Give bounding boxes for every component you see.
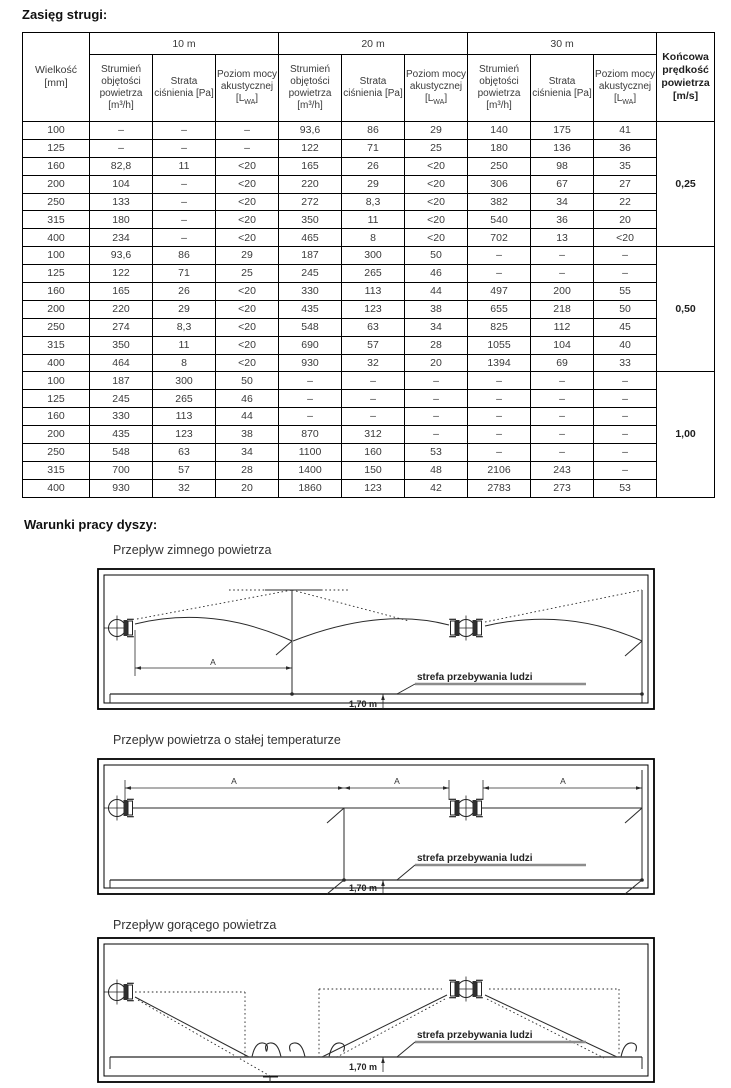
cell-value: 20 xyxy=(594,211,657,229)
cell-value: 123 xyxy=(342,479,405,497)
cell-value: 35 xyxy=(594,157,657,175)
cell-value: 140 xyxy=(468,122,531,140)
cell-size: 250 xyxy=(23,444,90,462)
cell-value: 312 xyxy=(342,426,405,444)
cell-value: 28 xyxy=(216,461,279,479)
dimension-a-label: A xyxy=(394,776,400,786)
cell-value: – xyxy=(594,444,657,462)
nozzle-icon xyxy=(105,616,134,641)
flow-header-30m: Strumień objętości powietrza [m³/h] xyxy=(468,55,531,122)
cell-value: 1055 xyxy=(468,336,531,354)
cell-value: 33 xyxy=(594,354,657,372)
diagram-drawing xyxy=(110,770,644,894)
table-row xyxy=(23,122,715,140)
air-jet-line xyxy=(135,997,249,1057)
cell-value: 122 xyxy=(90,265,153,283)
cell-value: – xyxy=(594,372,657,390)
cell-size: 125 xyxy=(23,390,90,408)
table-row xyxy=(23,283,715,301)
cell-value: – xyxy=(216,122,279,140)
cell-value: – xyxy=(468,390,531,408)
table-row xyxy=(23,229,715,247)
cell-value: 382 xyxy=(468,193,531,211)
nozzle-icon xyxy=(449,796,483,821)
cell-value: 36 xyxy=(531,211,594,229)
cell-value: 50 xyxy=(405,247,468,265)
cell-value: 20 xyxy=(216,479,279,497)
cell-value: 540 xyxy=(468,211,531,229)
cell-value: <20 xyxy=(405,229,468,247)
cell-value: – xyxy=(468,444,531,462)
air-curl-arrow xyxy=(621,1043,636,1057)
occupancy-zone-label: strefa przebywania ludzi xyxy=(417,672,533,683)
cell-value: – xyxy=(153,139,216,157)
cell-value: 160 xyxy=(342,444,405,462)
cell-value: – xyxy=(594,408,657,426)
table-row xyxy=(23,139,715,157)
cold-air-flow-diagram xyxy=(97,568,655,710)
cell-value: 20 xyxy=(405,354,468,372)
cell-value: 55 xyxy=(594,283,657,301)
cell-value: 112 xyxy=(531,318,594,336)
cell-value: 180 xyxy=(90,211,153,229)
cell-value: 11 xyxy=(153,336,216,354)
cell-value: – xyxy=(342,408,405,426)
cell-size: 200 xyxy=(23,300,90,318)
cell-value: 245 xyxy=(279,265,342,283)
table-row xyxy=(23,390,715,408)
cell-final-velocity: 0,25 xyxy=(657,122,715,247)
cell-value: 272 xyxy=(279,193,342,211)
table-row xyxy=(23,479,715,497)
cell-value: <20 xyxy=(216,283,279,301)
cell-size: 160 xyxy=(23,408,90,426)
cell-value: 497 xyxy=(468,283,531,301)
pressure-header-10m: Strata ciśnienia [Pa] xyxy=(153,55,216,122)
cell-value: 180 xyxy=(468,139,531,157)
cell-value: 67 xyxy=(531,175,594,193)
cell-value: 136 xyxy=(531,139,594,157)
cell-value: – xyxy=(468,408,531,426)
cell-value: 36 xyxy=(594,139,657,157)
cell-value: 274 xyxy=(90,318,153,336)
occupancy-zone-label: strefa przebywania ludzi xyxy=(417,853,533,864)
cell-value: <20 xyxy=(216,175,279,193)
hot-air-flow-diagram xyxy=(97,937,655,1083)
cell-value: <20 xyxy=(405,211,468,229)
air-curl-arrow xyxy=(290,1043,305,1057)
diagram-outer-frame xyxy=(98,938,654,1082)
table-row xyxy=(23,300,715,318)
cell-value: – xyxy=(405,408,468,426)
cell-value: – xyxy=(153,122,216,140)
jet-range-table xyxy=(22,32,715,498)
jet-range-title: Zasięg strugi: xyxy=(22,7,108,22)
cell-value: 93,6 xyxy=(279,122,342,140)
cell-size: 200 xyxy=(23,426,90,444)
cell-value: 86 xyxy=(342,122,405,140)
diagram-2-title: Przepływ powietrza o stałej temperaturze xyxy=(113,733,341,747)
cell-value: – xyxy=(90,122,153,140)
cell-value: 32 xyxy=(342,354,405,372)
cell-value: 1100 xyxy=(279,444,342,462)
cell-value: – xyxy=(531,390,594,408)
cell-value: 34 xyxy=(531,193,594,211)
cell-value: – xyxy=(531,444,594,462)
cell-value: 34 xyxy=(405,318,468,336)
cell-value: 46 xyxy=(216,390,279,408)
cell-value: 27 xyxy=(594,175,657,193)
cell-value: – xyxy=(405,426,468,444)
height-dimension-label: 1,70 m xyxy=(348,699,377,709)
cell-value: 548 xyxy=(90,444,153,462)
cell-value: 71 xyxy=(342,139,405,157)
cell-value: 8 xyxy=(342,229,405,247)
cell-value: 123 xyxy=(153,426,216,444)
cell-value: 113 xyxy=(153,408,216,426)
cell-value: 44 xyxy=(216,408,279,426)
cell-value: 38 xyxy=(405,300,468,318)
cell-value: 86 xyxy=(153,247,216,265)
cell-value: 218 xyxy=(531,300,594,318)
cell-size: 250 xyxy=(23,193,90,211)
acoustic-header-10m: Poziom mocy akustycznej $[L_{WA}]$ xyxy=(216,55,279,122)
occupancy-zone-label: strefa przebywania ludzi xyxy=(417,1030,533,1041)
table-row xyxy=(23,211,715,229)
cell-value: – xyxy=(531,265,594,283)
cell-size: 400 xyxy=(23,354,90,372)
pressure-header-20m: Strata ciśnienia [Pa] xyxy=(342,55,405,122)
cell-value: 98 xyxy=(531,157,594,175)
cell-value: 465 xyxy=(279,229,342,247)
cell-value: – xyxy=(594,426,657,444)
cell-value: 2783 xyxy=(468,479,531,497)
cell-value: 306 xyxy=(468,175,531,193)
dimension-a-label: A xyxy=(231,776,237,786)
cell-value: 187 xyxy=(90,372,153,390)
cell-value: 32 xyxy=(153,479,216,497)
cell-value: – xyxy=(594,265,657,283)
table-row xyxy=(23,354,715,372)
cell-size: 160 xyxy=(23,283,90,301)
cell-value: 46 xyxy=(405,265,468,283)
cell-value: <20 xyxy=(216,229,279,247)
diagram-3-title: Przepływ gorącego powietrza xyxy=(113,918,277,932)
nozzle-icon xyxy=(449,977,483,1002)
cell-value: – xyxy=(468,426,531,444)
occupancy-zone-callout xyxy=(397,853,586,880)
cell-value: 69 xyxy=(531,354,594,372)
diagram-drawing xyxy=(110,590,644,709)
cell-value: <20 xyxy=(405,193,468,211)
cell-value: <20 xyxy=(405,157,468,175)
cell-value: <20 xyxy=(216,354,279,372)
cell-value: 122 xyxy=(279,139,342,157)
cell-value: 243 xyxy=(531,461,594,479)
cell-value: 25 xyxy=(216,265,279,283)
dimension-a-label: A xyxy=(560,776,566,786)
cell-value: – xyxy=(594,461,657,479)
air-jet-line xyxy=(322,995,447,1057)
acoustic-header-20m: Poziom mocy akustycznej $[L_{WA}]$ xyxy=(405,55,468,122)
air-curl-arrow xyxy=(266,1043,281,1057)
occupancy-zone-callout xyxy=(397,1030,586,1057)
cell-size: 250 xyxy=(23,318,90,336)
final-velocity-header: Końcowa prędkość powietrza [m/s] xyxy=(657,33,715,122)
flow-header-10m: Strumień objętości powietrza [m³/h] xyxy=(90,55,153,122)
cell-value: – xyxy=(153,229,216,247)
cell-value: 123 xyxy=(342,300,405,318)
cell-value: 26 xyxy=(342,157,405,175)
cell-value: 53 xyxy=(405,444,468,462)
cell-value: 29 xyxy=(216,247,279,265)
cell-value: – xyxy=(279,372,342,390)
cell-value: 104 xyxy=(531,336,594,354)
group-header-10m: 10 m xyxy=(90,33,279,55)
cell-value: <20 xyxy=(216,211,279,229)
cell-value: <20 xyxy=(216,193,279,211)
cell-value: – xyxy=(216,139,279,157)
cell-value: 548 xyxy=(279,318,342,336)
cell-value: 8 xyxy=(153,354,216,372)
cell-value: 29 xyxy=(405,122,468,140)
cell-size: 125 xyxy=(23,139,90,157)
size-column-header: Wielkość [mm] xyxy=(23,33,90,122)
cell-value: 45 xyxy=(594,318,657,336)
nozzle-icon xyxy=(105,796,134,821)
pressure-header-30m: Strata ciśnienia [Pa] xyxy=(531,55,594,122)
cell-value: – xyxy=(342,372,405,390)
cell-value: 870 xyxy=(279,426,342,444)
cell-value: 187 xyxy=(279,247,342,265)
cell-value: 93,6 xyxy=(90,247,153,265)
cell-value: 702 xyxy=(468,229,531,247)
table-row xyxy=(23,444,715,462)
group-header-30m: 30 m xyxy=(468,33,657,55)
cell-value: – xyxy=(153,175,216,193)
cell-value: 175 xyxy=(531,122,594,140)
cell-value: 82,8 xyxy=(90,157,153,175)
cell-value: – xyxy=(342,390,405,408)
group-header-20m: 20 m xyxy=(279,33,468,55)
cell-size: 100 xyxy=(23,247,90,265)
cell-value: – xyxy=(405,390,468,408)
cell-value: 26 xyxy=(153,283,216,301)
constant-temperature-flow-diagram xyxy=(97,758,655,895)
cell-value: 2106 xyxy=(468,461,531,479)
air-jet-arc xyxy=(135,617,292,641)
table-row xyxy=(23,318,715,336)
table-row xyxy=(23,175,715,193)
cell-value: 655 xyxy=(468,300,531,318)
air-jet-arc xyxy=(485,619,642,641)
occupancy-zone-callout xyxy=(397,672,586,694)
air-curl-arrow xyxy=(252,1043,267,1057)
air-jet-arc xyxy=(293,619,449,641)
flow-header-20m: Strumień objętości powietrza [m³/h] xyxy=(279,55,342,122)
table-row xyxy=(23,426,715,444)
cell-value: – xyxy=(153,211,216,229)
cell-value: 825 xyxy=(468,318,531,336)
cell-value: – xyxy=(405,372,468,390)
cell-value: – xyxy=(531,426,594,444)
nozzle-icon xyxy=(449,616,483,641)
cell-size: 100 xyxy=(23,122,90,140)
cell-size: 125 xyxy=(23,265,90,283)
cell-value: 330 xyxy=(279,283,342,301)
cell-value: 133 xyxy=(90,193,153,211)
cell-value: 71 xyxy=(153,265,216,283)
table-body xyxy=(23,122,715,498)
cell-value: 22 xyxy=(594,193,657,211)
cell-value: – xyxy=(279,408,342,426)
table-row xyxy=(23,265,715,283)
cell-value: 50 xyxy=(594,300,657,318)
cell-value: 40 xyxy=(594,336,657,354)
cell-value: 165 xyxy=(279,157,342,175)
cell-value: 220 xyxy=(279,175,342,193)
cell-value: 1394 xyxy=(468,354,531,372)
cell-value: 690 xyxy=(279,336,342,354)
cell-value: <20 xyxy=(594,229,657,247)
cell-size: 400 xyxy=(23,229,90,247)
working-conditions-title: Warunki pracy dyszy: xyxy=(24,517,158,532)
cell-value: – xyxy=(90,139,153,157)
cell-value: 350 xyxy=(279,211,342,229)
cell-value: 29 xyxy=(342,175,405,193)
cell-size: 100 xyxy=(23,372,90,390)
cell-value: 44 xyxy=(405,283,468,301)
cell-value: 435 xyxy=(90,426,153,444)
cell-value: 63 xyxy=(342,318,405,336)
diagram-1-title: Przepływ zimnego powietrza xyxy=(113,543,272,557)
cell-size: 200 xyxy=(23,175,90,193)
cell-value: 29 xyxy=(153,300,216,318)
cell-value: 28 xyxy=(405,336,468,354)
cell-value: <20 xyxy=(216,336,279,354)
cell-value: 50 xyxy=(216,372,279,390)
cell-value: 1400 xyxy=(279,461,342,479)
cell-value: 38 xyxy=(216,426,279,444)
cell-value: <20 xyxy=(216,157,279,175)
table-row xyxy=(23,193,715,211)
air-jet-line xyxy=(485,995,617,1057)
cell-value: 245 xyxy=(90,390,153,408)
cell-value: 104 xyxy=(90,175,153,193)
cell-size: 160 xyxy=(23,157,90,175)
cell-value: 700 xyxy=(90,461,153,479)
acoustic-header-30m: Poziom mocy akustycznej $[L_{WA}]$ xyxy=(594,55,657,122)
cell-value: – xyxy=(531,372,594,390)
cell-value: 11 xyxy=(153,157,216,175)
cell-size: 400 xyxy=(23,479,90,497)
nozzle-icon xyxy=(105,980,134,1005)
cell-value: 34 xyxy=(216,444,279,462)
height-dimension-label: 1,70 m xyxy=(348,883,377,893)
table-row xyxy=(23,372,715,390)
cell-value: 300 xyxy=(153,372,216,390)
cell-value: 13 xyxy=(531,229,594,247)
cell-value: – xyxy=(468,372,531,390)
cell-value: – xyxy=(153,193,216,211)
cell-final-velocity: 1,00 xyxy=(657,372,715,497)
cell-value: 63 xyxy=(153,444,216,462)
cell-value: 220 xyxy=(90,300,153,318)
cell-value: 300 xyxy=(342,247,405,265)
cell-value: 41 xyxy=(594,122,657,140)
cell-value: 165 xyxy=(90,283,153,301)
cell-value: – xyxy=(594,247,657,265)
cell-value: <20 xyxy=(216,300,279,318)
table-row xyxy=(23,408,715,426)
cell-value: 113 xyxy=(342,283,405,301)
cell-size: 315 xyxy=(23,211,90,229)
cell-value: 8,3 xyxy=(342,193,405,211)
cell-value: 350 xyxy=(90,336,153,354)
table-row xyxy=(23,336,715,354)
cell-value: 25 xyxy=(405,139,468,157)
table-row xyxy=(23,461,715,479)
cell-value: – xyxy=(531,408,594,426)
cell-value: – xyxy=(531,247,594,265)
cell-value: 1860 xyxy=(279,479,342,497)
cell-value: 250 xyxy=(468,157,531,175)
cell-value: 8,3 xyxy=(153,318,216,336)
cell-value: 42 xyxy=(405,479,468,497)
cell-value: – xyxy=(468,247,531,265)
cell-value: 48 xyxy=(405,461,468,479)
cell-value: 53 xyxy=(594,479,657,497)
cell-value: 330 xyxy=(90,408,153,426)
table-row xyxy=(23,247,715,265)
cell-value: 11 xyxy=(342,211,405,229)
diagram-outer-frame xyxy=(98,569,654,709)
cell-value: 200 xyxy=(531,283,594,301)
table-row xyxy=(23,157,715,175)
dimension-a-label: A xyxy=(210,657,216,667)
cell-value: – xyxy=(468,265,531,283)
diagram-inner-frame xyxy=(104,944,648,1076)
cell-value: 435 xyxy=(279,300,342,318)
cell-size: 315 xyxy=(23,336,90,354)
cell-value: – xyxy=(279,390,342,408)
cell-value: 57 xyxy=(342,336,405,354)
cell-value: 464 xyxy=(90,354,153,372)
cell-size: 315 xyxy=(23,461,90,479)
cell-value: <20 xyxy=(405,175,468,193)
cell-value: 265 xyxy=(153,390,216,408)
diagram-inner-frame xyxy=(104,765,648,888)
cell-value: 150 xyxy=(342,461,405,479)
cell-value: 57 xyxy=(153,461,216,479)
height-dimension-label: 1,70 m xyxy=(348,1062,377,1072)
cell-value: 265 xyxy=(342,265,405,283)
cell-value: 930 xyxy=(90,479,153,497)
cell-value: 234 xyxy=(90,229,153,247)
cell-final-velocity: 0,50 xyxy=(657,247,715,372)
diagram-outer-frame xyxy=(98,759,654,894)
cell-value: <20 xyxy=(216,318,279,336)
cell-value: 273 xyxy=(531,479,594,497)
cell-value: – xyxy=(594,390,657,408)
cell-value: 930 xyxy=(279,354,342,372)
